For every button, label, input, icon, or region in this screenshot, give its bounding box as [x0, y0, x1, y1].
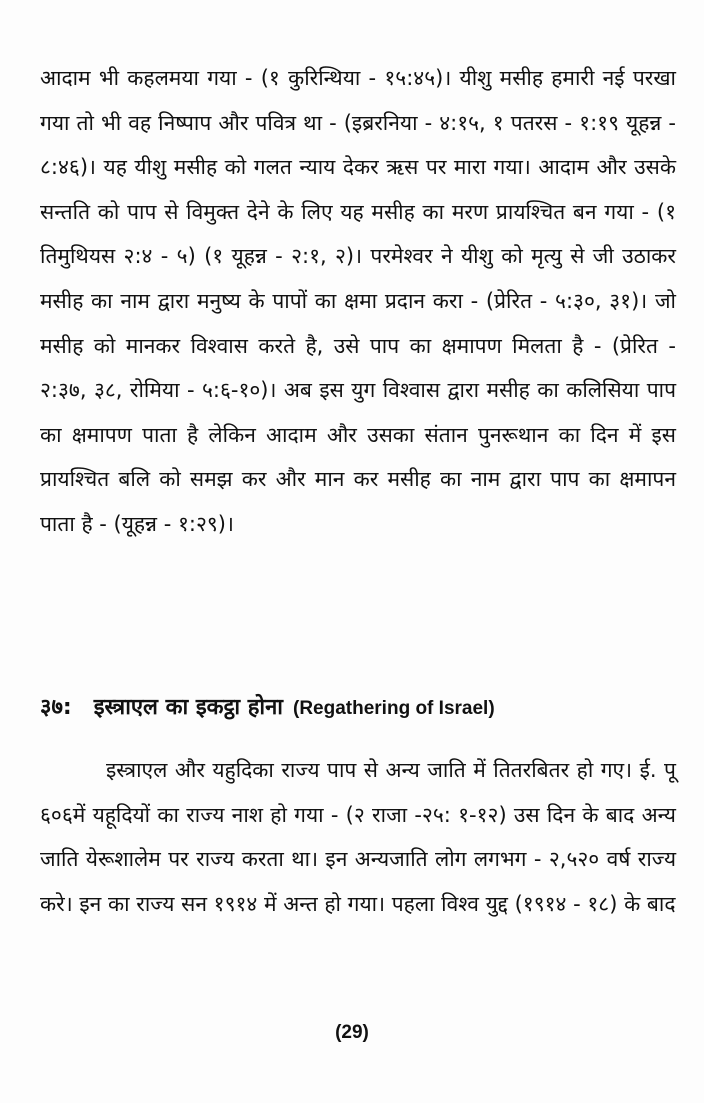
section-number: ३७: — [40, 695, 72, 720]
section-title: इस्त्राएल का इकट्ठा होना — [93, 695, 283, 720]
section-heading — [40, 688, 676, 729]
page-number: (29) — [335, 1022, 369, 1043]
body-paragraph-1: आदाम भी कहलमया गया - (१ कुरिन्थिया - १५:४५)। यीशु मसीह हमारी नई परखा गया तो भी वह निष्पाप और पवित्र था - (इब्ररनिया - ४:१५, १ पतरस - १:१९ यूहन्न - ८:४६)। यह यीशु मसीह को गलत न्याय देकर ऋस पर मारा गया। आदाम और उसके सन्तति को पाप से विमुक्त देने के लिए यह मसीह का मरण प्रायश्चित बन गया - (१ तिमुथियस २:४ - ५) (१ यूहन्न - २:१, २)। परमेश्वर ने यीशु को मृत्यु से जी उठाकर मसीह का नाम द्वारा मनुष्य के पापों का क्षमा प्रदान करा - (प्रेरित - ५:३०, ३१)। जो मसीह को मानकर विश्वास करते है, उसे पाप का क्षमापण मिलता है - (प्रेरित - २:३७, ३८, रोमिया - ५:६-१०)। अब इस युग विश्वास द्वारा मसीह का कलिसिया पाप का क्षमापण पाता है लेकिन आदाम और उसका संतान पुनरूथान का दिन में इस प्रायश्चित बलि को समझ कर और मान कर मसीह का नाम द्वारा पाप का क्षमापन पाता है - (यूहन्न - १:२९)। — [40, 66, 676, 536]
section-title-english: (Regathering of Israel) — [293, 698, 495, 719]
body-paragraph-2: इस्त्राएल और यहुदिका राज्य पाप से अन्य जाति में तितरबितर हो गए। ई. पू ६०६में यहूदियों का राज्य नाश हो गया - (२ राजा -२५: १-१२) उस दिन के बाद अन्य जाति येरूशालेम पर राज्य करता था। इन अन्यजाति लोग लगभग - २,५२० वर्ष राज्य करे। इन का राज्य सन १९१४ में अन्त हो गया। पहला विश्व युद्द (१९१४ - १८) के बाद — [40, 758, 676, 916]
